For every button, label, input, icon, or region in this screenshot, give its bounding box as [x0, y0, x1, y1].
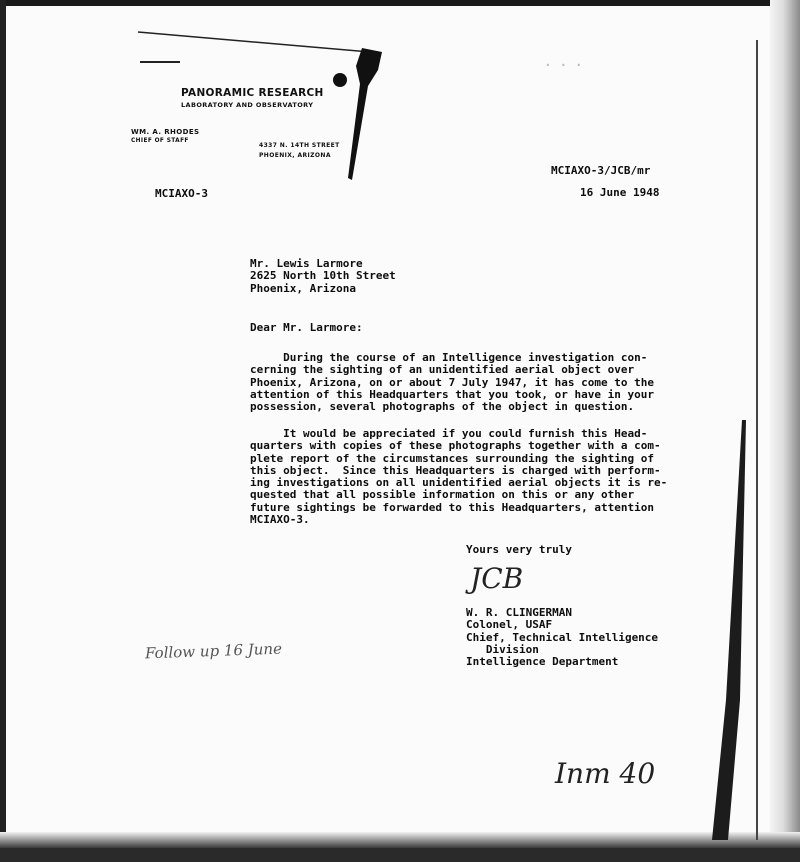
closing: Yours very truly	[466, 543, 572, 556]
letterhead-street: 4337 N. 14TH STREET	[259, 142, 340, 149]
signer-name: W. R. CLINGERMAN	[466, 606, 572, 619]
signer-title-1: Chief, Technical Intelligence	[466, 630, 659, 644]
recipient-name: Mr. Lewis Larmore	[250, 257, 363, 270]
faint-stamp: · · ·	[545, 55, 584, 76]
letterhead-title: PANORAMIC RESEARCH	[181, 87, 324, 99]
letter-date: 16 June 1948	[580, 186, 660, 199]
recipient-address	[250, 258, 396, 295]
salutation: Dear Mr. Larmore:	[250, 321, 363, 334]
body-paragraph-2: It would be appreciated if you could furnish this Head- quarters with copies of these photographs together with a com- plete report of the circumstances surrounding the sighting of this object. Since this Headquarters is charged with perform- ing investigations on all unidentified aerial objects it is re- quested that all possible information on this or any other future sightings be forwarded to this Headquarters, attention MCIAXO-3.	[250, 427, 668, 527]
handwritten-annotation: Follow up 16 June	[144, 639, 283, 663]
signature-block	[466, 607, 658, 668]
letterhead-city: PHOENIX, ARIZONA	[259, 152, 331, 159]
reference-left: MCIAXO-3	[155, 187, 208, 200]
page-fold-shadow	[712, 420, 746, 840]
signer-department: Intelligence Department	[466, 655, 619, 669]
handwritten-initials: JCB	[470, 562, 524, 595]
letterhead-subtitle: LABORATORY AND OBSERVATORY	[181, 101, 314, 109]
letterhead-person-name: WM. A. RHODES	[131, 128, 200, 136]
ink-blot	[333, 73, 347, 87]
ink-smudge	[348, 48, 382, 180]
reference-right: MCIAXO-3/JCB/mr	[551, 164, 651, 177]
signer-rank: Colonel, USAF	[466, 618, 553, 632]
recipient-street: 2625 North 10th Street	[250, 269, 396, 283]
handwritten-doc-number: Inm 40	[555, 757, 656, 790]
signer-title-2: Division	[466, 642, 539, 656]
body-paragraph-1: During the course of an Intelligence investigation con- cerning the sighting of an unidentified aerial object over Phoenix, Arizona, on or about 7 July 1947, it has come to the attention of this Headquarters that you took, or have in your possession, several photographs of the object in question.	[250, 351, 654, 414]
letterhead-person-role: CHIEF OF STAFF	[131, 138, 189, 144]
top-rule-line	[138, 32, 370, 52]
recipient-city: Phoenix, Arizona	[250, 281, 356, 295]
